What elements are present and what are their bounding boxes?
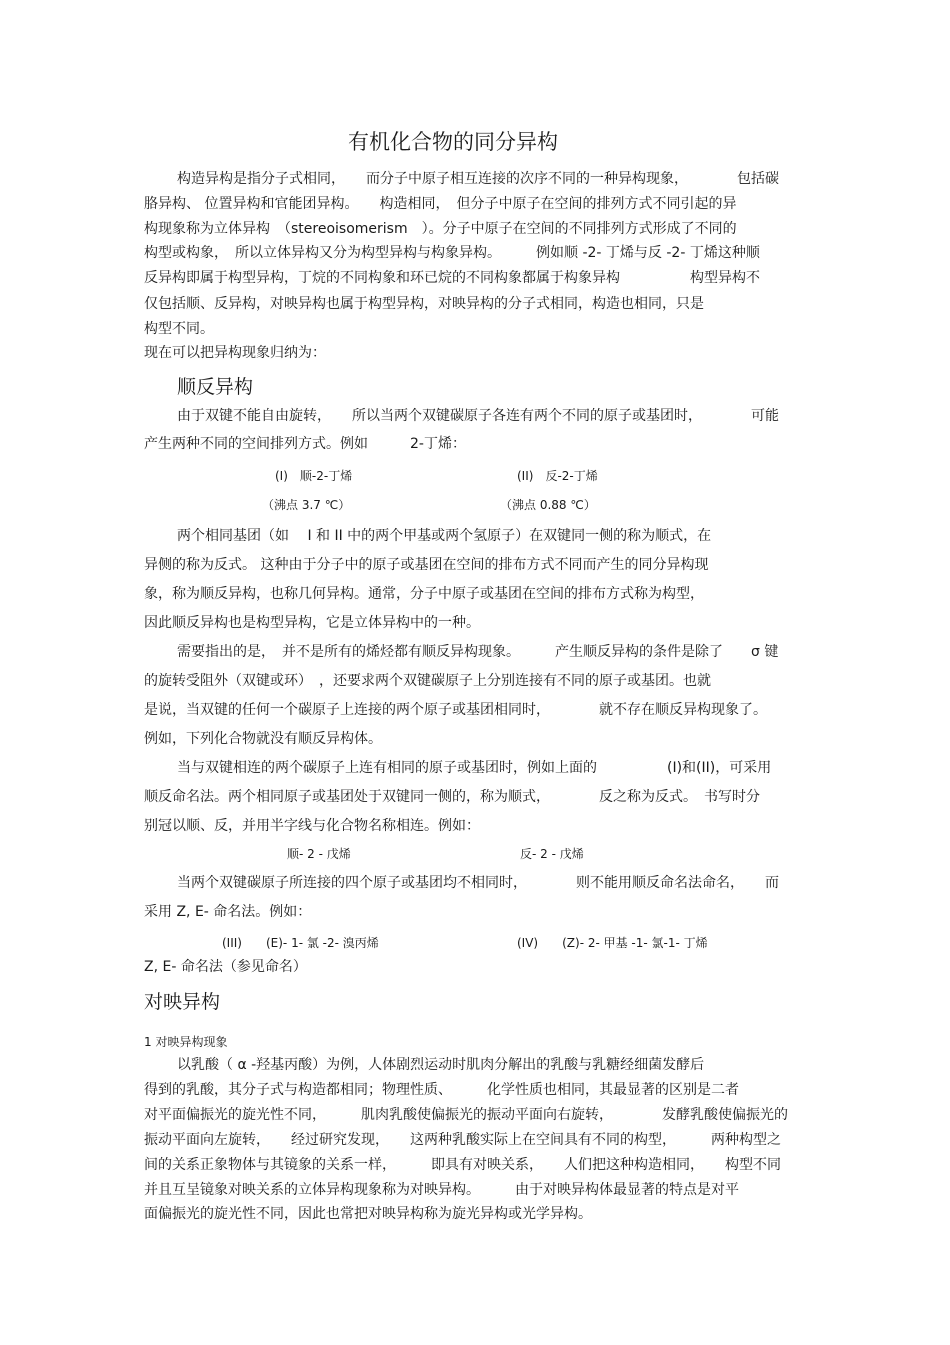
subsection-heading: 1 对映异构现象 [144,1035,228,1049]
text-line: 产生两种不同的空间排列方式。例如 2-丁烯： [144,436,466,452]
text-line: 并且互呈镜象对映关系的立体异构现象称为对映异构。 由于对映异构体最显著的特点是对平 [144,1182,739,1198]
example-cis-label: 顺- 2 - 戊烯 [287,847,351,861]
compound-label-IV: (IV) (Z)- 2- 甲基 -1- 氯-1- 丁烯 [517,936,708,950]
text-line: 构型或构象， 所以立体异构又分为构型异构与构象异构。 例如顺 -2- 丁烯与反 -2- 丁烯这种顺 [144,245,760,261]
text-line: 构型不同。 [144,321,214,337]
text-line: 例如，下列化合物就没有顺反异构体。 [144,731,382,747]
example-trans-label: 反- 2 - 戊烯 [520,847,584,861]
boiling-point-I: （沸点 3.7 ℃） [262,498,351,512]
ze-note: Z, E- 命名法（参见命名） [144,959,307,975]
text-line: 因此顺反异构也是构型异构，它是立体异构中的一种。 [144,615,480,631]
boiling-point-II: （沸点 0.88 ℃） [500,498,596,512]
text-line: 胳异构、 位置异构和官能团异构。 构造相同， 但分子中原子在空间的排列方式不同引起的异 [144,196,737,212]
text-line: 的旋转受阻外（双键或环） ，还要求两个双键碳原子上分别连接有不同的原子或基团。也就 [144,673,711,689]
summary-line: 现在可以把异构现象归纳为： [144,345,326,361]
page-title: 有机化合物的同分异构 [348,130,558,154]
text-line: 别冠以顺、反，并用半字线与化合物名称相连。例如： [144,818,480,834]
text-line: 间的关系正象物体与其镜象的关系一样， 即具有对映关系， 人们把这种构造相同， 构型不同 [144,1157,781,1173]
text-line: 对平面偏振光的旋光性不同， 肌肉乳酸使偏振光的振动平面向右旋转， 发酵乳酸使偏振光的 [144,1107,788,1123]
section-heading-cis-trans: 顺反异构 [177,376,254,398]
text-line: 采用 Z, E- 命名法。例如： [144,904,312,920]
text-line: 由于双键不能自由旋转， 所以当两个双键碳原子各连有两个不同的原子或基团时， 可能 [177,408,779,424]
text-line: 异侧的称为反式。 这种由于分子中的原子或基团在空间的排布方式不同而产生的同分异构现 [144,557,709,573]
text-line: 仅包括顺、反异构，对映异构也属于构型异构，对映异构的分子式相同，构造也相同，只是 [144,296,704,312]
text-line: 顺反命名法。两个相同原子或基团处于双键同一侧的，称为顺式， 反之称为反式。 书写时分 [144,789,760,805]
text-line: 以乳酸（ α -羟基丙酸）为例，人体剧烈运动时肌肉分解出的乳酸与乳糖经细菌发酵后 [177,1057,705,1073]
text-line: 反异构即属于构型异构，丁烷的不同构象和环已烷的不同构象都属于构象异构 构型异构不 [144,270,760,286]
text-line: 构造异构是指分子式相同， 而分子中原子相互连接的次序不同的一种异构现象， 包括碳 [177,171,779,187]
text-line: 振动平面向左旋转， 经过研究发现， 这两种乳酸实际上在空间具有不同的构型， 两种构型之 [144,1132,781,1148]
text-line: 构现象称为立体异构 （stereoisomerism ）。分子中原子在空间的不同排列方式形成了不同的 [144,221,737,237]
section-heading-enantiomer: 对映异构 [144,991,221,1013]
compound-label-II: (II) 反-2-丁烯 [517,469,598,483]
text-line: 象，称为顺反异构，也称几何异构。通常，分子中原子或基团在空间的排布方式称为构型， [144,586,704,602]
text-line: 是说，当双键的任何一个碳原子上连接的两个原子或基团相同时， 就不存在顺反异构现象了。 [144,702,767,718]
text-line: 当两个双键碳原子所连接的四个原子或基团均不相同时， 则不能用顺反命名法命名， 而 [177,875,779,891]
text-line: 得到的乳酸，其分子式与构造都相同；物理性质、 化学性质也相同，其最显著的区别是二者 [144,1082,739,1098]
compound-label-III: (III) (E)- 1- 氯 -2- 溴丙烯 [222,936,379,950]
text-line: 面偏振光的旋光性不同，因此也常把对映异构称为旋光异构或光学异构。 [144,1206,592,1222]
compound-label-I: (I) 顺-2-丁烯 [275,469,353,483]
text-line: 当与双键相连的两个碳原子上连有相同的原子或基团时，例如上面的 (I)和(II)，可采用 [177,760,772,776]
text-line: 两个相同基团（如 I 和 II 中的两个甲基或两个氢原子）在双键同一侧的称为顺式，在 [177,528,712,544]
text-line: 需要指出的是， 并不是所有的烯烃都有顺反异构现象。 产生顺反异构的条件是除了 σ 键 [177,644,779,660]
